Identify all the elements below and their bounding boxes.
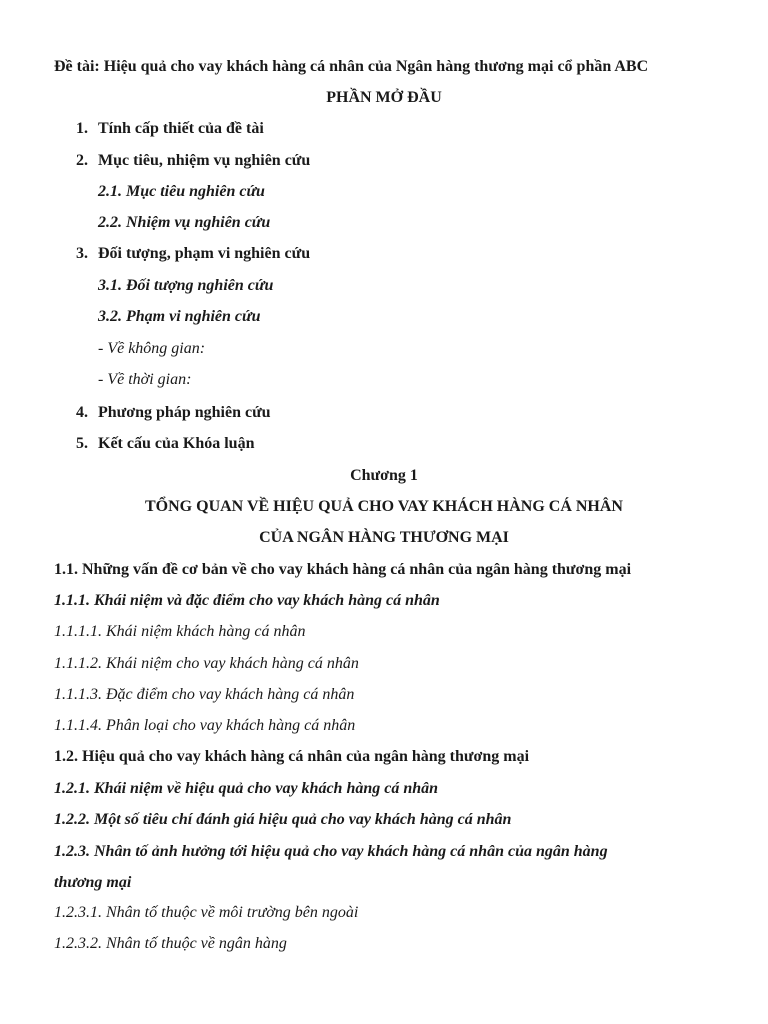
- section-1-1-1-4: 1.1.1.4. Phân loại cho vay khách hàng cá nhân: [54, 717, 356, 734]
- intro-item-5: [76, 434, 254, 454]
- intro-item-4-text: Phương pháp nghiên cứu: [98, 404, 271, 421]
- intro-item-1: [76, 119, 264, 139]
- topic-title: Đề tài: Hiệu quả cho vay khách hàng cá nhân của Ngân hàng thương mại cổ phần ABC: [54, 58, 649, 75]
- intro-item-2-number: 2.: [76, 152, 88, 169]
- intro-subitem-3-2: 3.2. Phạm vi nghiên cứu: [98, 308, 261, 325]
- chapter-title-line-2: CỦA NGÂN HÀNG THƯƠNG MẠI: [259, 529, 509, 546]
- section-1-1-1: 1.1.1. Khái niệm và đặc điểm cho vay khách hàng cá nhân: [54, 592, 440, 609]
- intro-heading: PHẦN MỞ ĐẦU: [326, 89, 442, 106]
- intro-item-4: [76, 403, 271, 423]
- scope-space-item: - Về không gian:: [98, 340, 206, 357]
- section-1-1: 1.1. Những vấn đề cơ bản về cho vay khách hàng cá nhân của ngân hàng thương mại: [54, 561, 632, 578]
- section-1-1-1-3: 1.1.1.3. Đặc điểm cho vay khách hàng cá nhân: [54, 686, 355, 703]
- section-1-2: 1.2. Hiệu quả cho vay khách hàng cá nhân của ngân hàng thương mại: [54, 748, 530, 765]
- scope-time-item: - Về thời gian:: [98, 371, 192, 388]
- section-1-2-3: 1.2.3. Nhân tố ảnh hưởng tới hiệu quả cho vay khách hàng cá nhân của ngân hàng: [54, 843, 608, 860]
- section-1-1-1-1: 1.1.1.1. Khái niệm khách hàng cá nhân: [54, 623, 306, 640]
- intro-item-1-number: 1.: [76, 120, 88, 137]
- chapter-label: Chương 1: [350, 467, 418, 484]
- intro-item-3: [76, 244, 310, 264]
- intro-item-2: [76, 151, 310, 171]
- section-1-2-2: 1.2.2. Một số tiêu chí đánh giá hiệu quả cho vay khách hàng cá nhân: [54, 811, 512, 828]
- intro-item-2-text: Mục tiêu, nhiệm vụ nghiên cứu: [98, 152, 311, 169]
- intro-item-5-number: 5.: [76, 435, 88, 452]
- intro-item-5-text: Kết cấu của Khóa luận: [98, 435, 255, 452]
- intro-item-4-number: 4.: [76, 404, 88, 421]
- intro-item-3-text: Đối tượng, phạm vi nghiên cứu: [98, 245, 311, 262]
- chapter-title-line-1: TỔNG QUAN VỀ HIỆU QUẢ CHO VAY KHÁCH HÀNG CÁ NHÂN: [145, 498, 623, 515]
- section-1-1-1-2: 1.1.1.2. Khái niệm cho vay khách hàng cá nhân: [54, 655, 359, 672]
- intro-subitem-2-1: 2.1. Mục tiêu nghiên cứu: [98, 183, 265, 200]
- intro-subitem-3-1: 3.1. Đối tượng nghiên cứu: [98, 277, 274, 294]
- section-1-2-3-2: 1.2.3.2. Nhân tố thuộc về ngân hàng: [54, 935, 287, 952]
- intro-item-1-text: Tính cấp thiết của đề tài: [98, 120, 264, 137]
- section-1-2-3-continued: thương mại: [54, 874, 132, 891]
- section-1-2-3-1: 1.2.3.1. Nhân tố thuộc về môi trường bên ngoài: [54, 904, 359, 921]
- intro-item-3-number: 3.: [76, 245, 88, 262]
- intro-subitem-2-2: 2.2. Nhiệm vụ nghiên cứu: [98, 214, 271, 231]
- section-1-2-1: 1.2.1. Khái niệm về hiệu quả cho vay khách hàng cá nhân: [54, 780, 439, 797]
